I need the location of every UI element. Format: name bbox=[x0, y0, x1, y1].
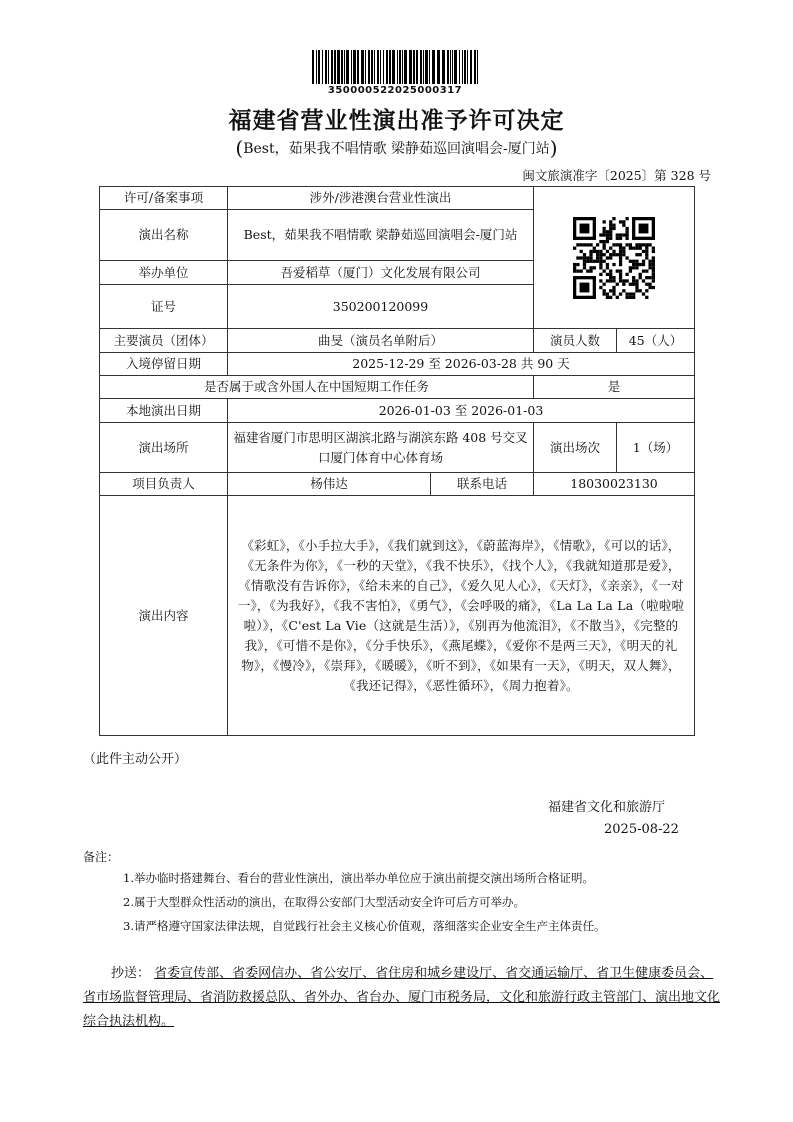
phone-value: 18030023130 bbox=[534, 473, 695, 496]
barcode-number: 350000522025000317 bbox=[327, 85, 463, 96]
cert-value: 350200120099 bbox=[228, 285, 534, 329]
short-term-work-label: 是否属于或含外国人在中国短期工作任务 bbox=[100, 376, 534, 399]
page-title: 福建省营业性演出准予许可决定 bbox=[228, 107, 565, 134]
cc-list bbox=[83, 962, 723, 1034]
cc-recipients: 省委宣传部、省委网信办、省公安厅、省住房和城乡建设厅、省交通运输厅、省卫生健康委员会、省市场监督管理局、省消防救援总队、省外办、省台办、厦门市税务局，文化和旅游行政主管部门、演出地文化综合执法机构。 bbox=[83, 966, 721, 1029]
qr-code bbox=[573, 217, 655, 299]
sessions-label: 演出场次 bbox=[534, 423, 617, 473]
license-table bbox=[99, 186, 695, 736]
qr-code-cell bbox=[534, 187, 695, 329]
venue-label: 演出场所 bbox=[100, 423, 228, 473]
show-name-label: 演出名称 bbox=[100, 210, 228, 261]
document-number: 闽文旅演准字〔2025〕第 328 号 bbox=[522, 168, 711, 183]
notes-label: 备注： bbox=[83, 850, 120, 864]
performer-value: 曲旻（演员名单附后） bbox=[228, 329, 534, 353]
note-item: 1.举办临时搭建舞台、看台的营业性演出，演出举办单位应于演出前提交演出场所合格证明。 bbox=[123, 871, 594, 885]
show-name-value: Best，茹果我不唱情歌 梁静茹巡回演唱会-厦门站 bbox=[228, 210, 534, 261]
organizer-value: 吾爱稻草（厦门）文化发展有限公司 bbox=[228, 261, 534, 285]
issue-date: 2025-08-22 bbox=[604, 822, 679, 837]
performer-count-label: 演员人数 bbox=[534, 329, 617, 353]
performer-count-value: 45（人） bbox=[617, 329, 695, 353]
organizer-label: 举办单位 bbox=[100, 261, 228, 285]
issuer: 福建省文化和旅游厅 bbox=[548, 800, 666, 815]
content-label: 演出内容 bbox=[100, 496, 228, 736]
sessions-value: 1（场） bbox=[617, 423, 695, 473]
note-item: 2.属于大型群众性活动的演出，在取得公安部门大型活动安全许可后方可举办。 bbox=[123, 895, 525, 909]
cc-label: 抄送： bbox=[111, 966, 151, 981]
local-date-value: 2026-01-03 至 2026-01-03 bbox=[228, 399, 695, 423]
content-value: 《彩虹》，《小手拉大手》，《我们就到这》，《蔚蓝海岸》，《情歌》，《可以的话》，《无条件为你》，《一秒的天堂》，《我不快乐》，《找个人》，《我就知道那是爱》，《情歌没有告诉你》，《给未来的自己》，《爱久见人心》，《天灯》，《亲亲》，《一对一》，《为我好》，《我不害怕》，《勇气》，《会呼吸的痛》，《La La La La（啦啦啦啦）》，《C'est La Vie（这就是生活）》，《别再为他流泪》，《不散当》，《完整的我》，《可惜不是你》，《分手快乐》，《燕尾蝶》，《爱你不是两三天》，《明天的礼物》，《慢冷》，《崇拜》，《暖暖》，《听不到》，《如果有一天》，《明天，双人舞》，《我还记得》，《恶性循环》，《周力抱着》。 bbox=[228, 496, 695, 736]
public-note: （此件主动公开） bbox=[83, 752, 188, 767]
phone-label: 联系电话 bbox=[431, 473, 534, 496]
page-subtitle: (Best，茹果我不唱情歌 梁静茹巡回演唱会-厦门站) bbox=[235, 136, 558, 160]
note-item: 3.请严格遵守国家法律法规，自觉践行社会主义核心价值观，落细落实企业安全生产主体责任。 bbox=[123, 919, 606, 933]
license-type-value: 涉外/涉港澳台营业性演出 bbox=[228, 187, 534, 210]
entry-date-value: 2025-12-29 至 2026-03-28 共 90 天 bbox=[228, 353, 695, 376]
local-date-label: 本地演出日期 bbox=[100, 399, 228, 423]
entry-date-label: 入境停留日期 bbox=[100, 353, 228, 376]
subtitle-text: Best，茹果我不唱情歌 梁静茹巡回演唱会-厦门站 bbox=[243, 141, 550, 157]
venue-value: 福建省厦门市思明区湖滨北路与湖滨东路 408 号交叉口厦门体育中心体育场 bbox=[228, 423, 534, 473]
short-term-work-value: 是 bbox=[534, 376, 695, 399]
cert-label: 证号 bbox=[100, 285, 228, 329]
barcode bbox=[312, 50, 480, 84]
license-type-label: 许可/备案事项 bbox=[100, 187, 228, 210]
manager-value: 杨伟达 bbox=[228, 473, 431, 496]
performer-label: 主要演员（团体） bbox=[100, 329, 228, 353]
manager-label: 项目负责人 bbox=[100, 473, 228, 496]
